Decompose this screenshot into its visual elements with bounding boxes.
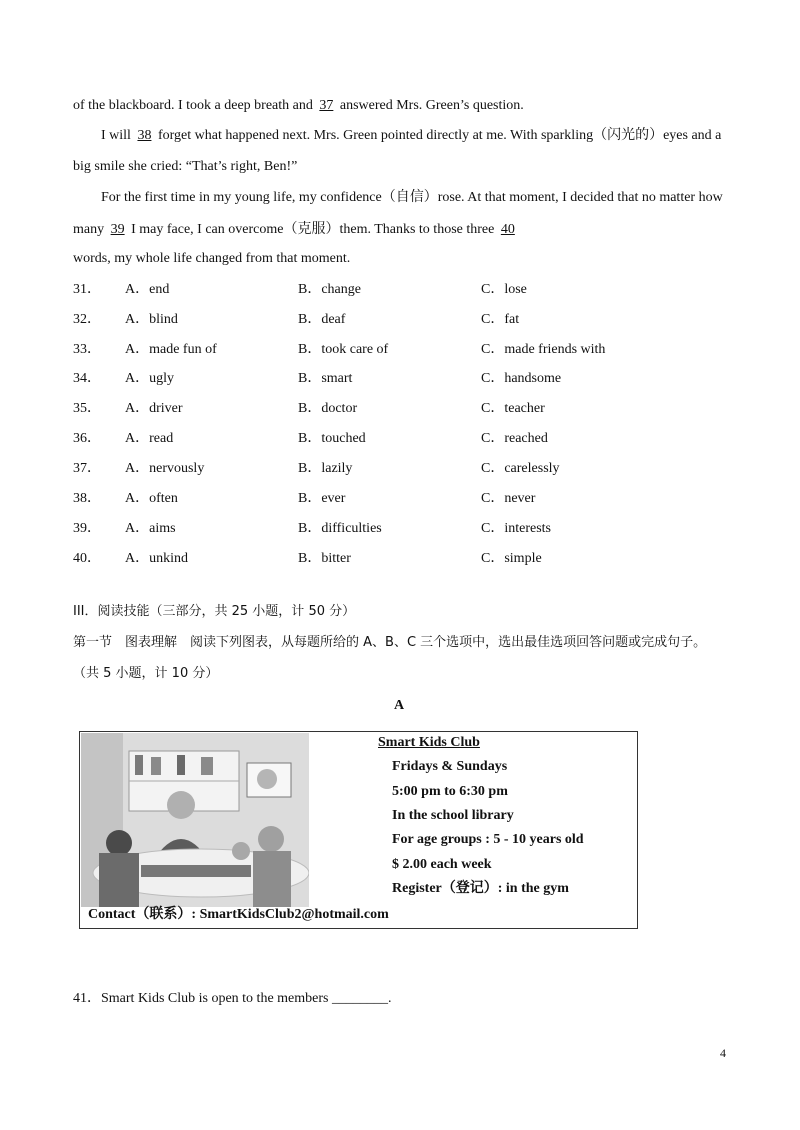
club-place: In the school library (392, 808, 514, 823)
option-a[interactable]: A．driver (125, 401, 183, 416)
question-row (73, 370, 733, 388)
question-row (73, 341, 733, 359)
question-row (73, 281, 733, 299)
passage-line-5 (73, 221, 518, 239)
blank-38: 38 (137, 128, 152, 143)
option-c[interactable]: C．simple (481, 551, 542, 566)
option-a[interactable]: A．often (125, 491, 178, 506)
option-b[interactable]: B．difficulties (298, 521, 382, 536)
question-number: 35． (73, 401, 101, 416)
option-a[interactable]: A．made fun of (125, 342, 217, 357)
option-a[interactable]: A．read (125, 431, 174, 446)
blank-37: 37 (319, 98, 334, 113)
option-b[interactable]: B．smart (298, 371, 353, 386)
section-instructions-count: （共 5 小题，计 10 分） (73, 666, 219, 681)
option-b[interactable]: B．touched (298, 431, 366, 446)
passage-text: forget what happened next. Mrs. Green pointed directly at me. With sparkling（闪光的）eyes and a (154, 128, 722, 143)
club-title: Smart Kids Club (378, 735, 480, 750)
question-row (73, 311, 733, 329)
question-number: 31． (73, 282, 101, 297)
option-b[interactable]: B．lazily (298, 461, 353, 476)
passage-line-3: big smile she cried: “That’s right, Ben!” (73, 159, 298, 174)
classroom-illustration (81, 733, 309, 907)
question-number: 36． (73, 431, 101, 446)
option-c[interactable]: C．interests (481, 521, 551, 536)
club-ad-box (79, 731, 638, 929)
option-a[interactable]: A．unkind (125, 551, 188, 566)
option-a[interactable]: A．ugly (125, 371, 174, 386)
option-c[interactable]: C．made friends with (481, 342, 606, 357)
question-row (73, 430, 733, 448)
passage-text: I will (101, 128, 135, 143)
option-b[interactable]: B．ever (298, 491, 346, 506)
passage-line-2 (101, 127, 721, 145)
option-c[interactable]: C．carelessly (481, 461, 560, 476)
option-c[interactable]: C．fat (481, 312, 520, 327)
club-register: Register（登记）: in the gym (392, 881, 569, 896)
option-b[interactable]: B．deaf (298, 312, 346, 327)
option-a[interactable]: A．blind (125, 312, 178, 327)
club-days: Fridays & Sundays (392, 759, 508, 774)
option-b[interactable]: B．took care of (298, 342, 389, 357)
option-c[interactable]: C．lose (481, 282, 527, 297)
question-number: 34． (73, 371, 101, 386)
option-c[interactable]: C．handsome (481, 371, 562, 386)
question-number: 40． (73, 551, 101, 566)
passage-text: of the blackboard. I took a deep breath and (73, 98, 317, 113)
option-a[interactable]: A．end (125, 282, 170, 297)
option-c[interactable]: C．never (481, 491, 536, 506)
question-row (73, 460, 733, 478)
option-b[interactable]: B．change (298, 282, 361, 297)
club-price: $ 2.00 each week (392, 857, 492, 872)
question-number: 33． (73, 342, 101, 357)
passage-text: answered Mrs. Green’s question. (336, 98, 524, 113)
option-c[interactable]: C．teacher (481, 401, 545, 416)
option-c[interactable]: C．reached (481, 431, 548, 446)
question-row (73, 400, 733, 418)
passage-text: I may face, I can overcome（克服）them. Thanks to those three (127, 222, 498, 237)
passage-text: many (73, 222, 108, 237)
page-number: 4 (720, 1046, 726, 1060)
question-number: 39． (73, 521, 101, 536)
option-a[interactable]: A．aims (125, 521, 176, 536)
question-number: 38． (73, 491, 101, 506)
classroom-photo (81, 733, 309, 907)
option-b[interactable]: B．doctor (298, 401, 358, 416)
question-row (73, 550, 733, 568)
option-a[interactable]: A．nervously (125, 461, 205, 476)
option-b[interactable]: B．bitter (298, 551, 351, 566)
question-number: 32． (73, 312, 101, 327)
question-number: 37． (73, 461, 101, 476)
question-41: 41．Smart Kids Club is open to the members ________. (73, 991, 392, 1006)
question-row (73, 490, 733, 508)
passage-line-6: words, my whole life changed from that moment. (73, 251, 351, 266)
section-title: III．阅读技能（三部分，共 25 小题，计 50 分） (73, 604, 356, 619)
passage-line-4: For the first time in my young life, my confidence（自信）rose. At that moment, I decided that no matter how (101, 190, 723, 205)
club-time: 5:00 pm to 6:30 pm (392, 784, 508, 799)
section-instructions: 第一节 图表理解 阅读下列图表，从每题所给的 A、B、C 三个选项中，选出最佳选项回答问题或完成句子。 (73, 635, 707, 650)
club-ages: For age groups : 5 - 10 years old (392, 832, 584, 847)
question-row (73, 520, 733, 538)
passage-line-1 (73, 97, 524, 115)
blank-39: 39 (110, 222, 125, 237)
part-label: A (394, 698, 405, 713)
blank-40: 40 (500, 222, 515, 237)
club-contact: Contact（联系）: SmartKidsClub2@hotmail.com (88, 907, 389, 922)
